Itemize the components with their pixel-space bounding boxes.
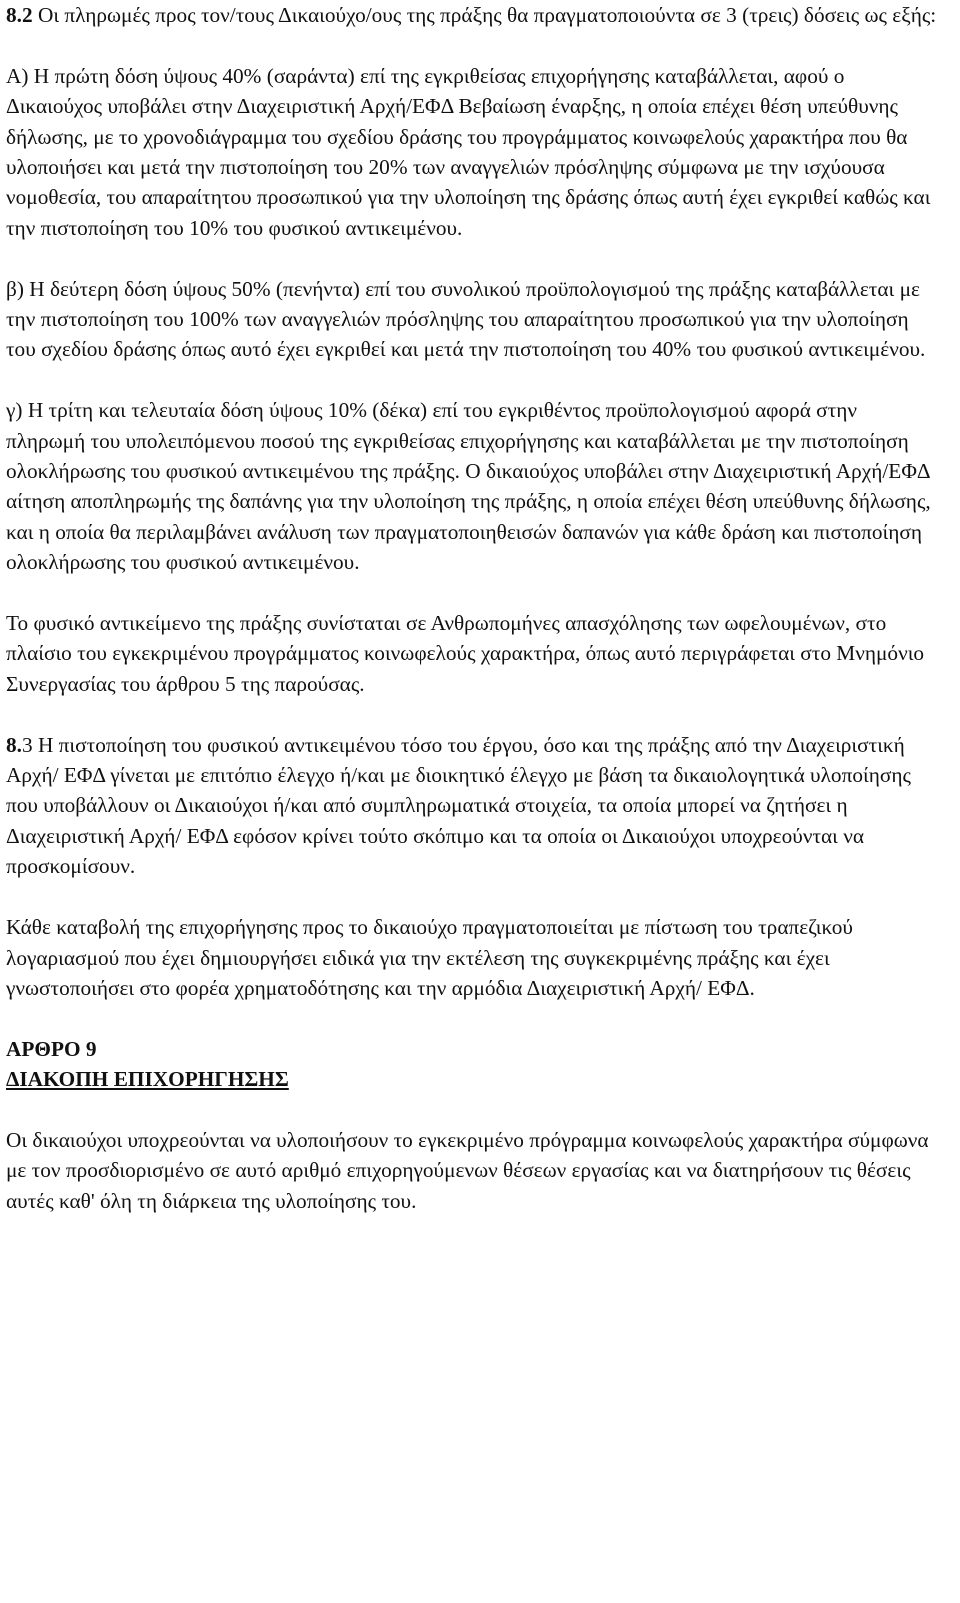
paragraph-8-3-text: Η πιστοποίηση του φυσικού αντικειμένου τόσο του έργου, όσο και της πράξης από την Διαχειριστική Αρχή/ ΕΦΔ γίνεται με επιτόπιο έλεγχο ή/και με διοικητικό έλεγχο με βάση τα δικαιολογητικά υλοποίησης που υποβάλλουν οι Δικαιούχοι ή/και από συμπληρωματικά στοιχεία, τα οποία μπορεί να ζητήσει η Διαχειριστική Αρχή/ ΕΦΔ εφόσον κρίνει τούτο σκόπιμο και τα οποία οι Δικαιούχοι υποχρεούνται να προσκομίσουν. <box>6 732 911 879</box>
paragraph-gap <box>6 882 941 912</box>
paragraph-gap <box>6 243 941 273</box>
paragraph-installment-b: β) Η δεύτερη δόση ύψους 50% (πενήντα) επί του συνολικού προϋπολογισμού της πράξης καταβάλλεται με την πιστοποίηση του 100% των αναγγελιών πρόσληψης του απαραίτητου προσωπικού για την υλοποίηση του σχεδίου δράσης όπως αυτό έχει εγκριθεί και μετά την πιστοποίηση του 40% του φυσικού αντικειμένου. <box>6 276 926 362</box>
section-number-8-2: 8.2 <box>6 3 33 27</box>
paragraph-gap <box>6 578 941 608</box>
paragraph-payment-credit: Κάθε καταβολή της επιχορήγησης προς το δικαιούχο πραγματοποιείται με πίστωση του τραπεζικού λογαριασμού που έχει δημιουργήσει ειδικά για την εκτέλεση της συγκεκριμένης πράξης και έχει γνωστοποιήσει στο φορέα χρηματοδότησης και την αρμόδια Διαχειριστική Αρχή/ ΕΦΔ. <box>6 915 853 1000</box>
section-number-8-3-plain: 3 <box>21 732 33 757</box>
paragraph-gap <box>6 1095 941 1125</box>
article-number-heading: ΑΡΘΡΟ 9 <box>6 1036 97 1061</box>
paragraph-installment-c: γ) Η τρίτη και τελευταία δόση ύψους 10% (δέκα) επί του εγκριθέντος προϋπολογισμού αφορά στην πληρωμή του υπολειπόμενου ποσού της εγκριθείσας επιχορήγησης και καταβάλλεται με την πιστοποίηση ολοκλήρωσης του φυσικού αντικειμένου της πράξης. Ο δικαιούχος υποβάλει στην Διαχειριστική Αρχή/ΕΦΔ αίτηση αποπληρωμής της δαπάνης για την υλοποίηση της πράξης, η οποία επέχει θέση υπεύθυνης δήλωσης, και η οποία θα περιλαμβάνει ανάλυση των πραγματοποιηθεισών δαπανών για κάθε δράση και πιστοποίηση ολοκλήρωσης του φυσικού αντικειμένου. <box>6 398 931 575</box>
paragraph-8-2 <box>6 0 941 30</box>
paragraph-gap <box>6 1003 941 1033</box>
paragraph-gap <box>6 365 941 395</box>
paragraph-gap <box>6 30 941 60</box>
article-title-heading: ΔΙΑΚΟΠΗ ΕΠΙΧΟΡΗΓΗΣΗΣ <box>6 1067 289 1092</box>
document-page <box>6 0 941 1216</box>
section-number-8-3-bold: 8. <box>6 732 22 757</box>
paragraph-8-3 <box>6 730 941 882</box>
paragraph-8-2-text: Οι πληρωμές προς τον/τους Δικαιούχο/ους της πράξης θα πραγματοποιούντα σε 3 (τρεις) δόσεις ως εξής: <box>32 3 937 27</box>
paragraph-gap <box>6 699 941 729</box>
paragraph-beneficiary-obligations: Οι δικαιούχοι υποχρεούνται να υλοποιήσουν το εγκεκριμένο πρόγραμμα κοινωφελούς χαρακτήρα σύμφωνα με τον προσδιορισμένο σε αυτό αριθμό επιχορηγούμενων θέσεων εργασίας και να διατηρήσουν τις θέσεις αυτές καθ' όλη τη διάρκεια της υλοποίησης του. <box>6 1127 929 1213</box>
paragraph-installment-a: Α) Η πρώτη δόση ύψους 40% (σαράντα) επί της εγκριθείσας επιχορήγησης καταβάλλεται, αφού ο Δικαιούχος υποβάλει στην Διαχειριστική Αρχή/ΕΦΔ Βεβαίωση έναρξης, η οποία επέχει θέση υπεύθυνης δήλωσης, με το χρονοδιάγραμμα του σχεδίου δράσης του προγράμματος κοινωφελούς χαρακτήρα που θα υλοποιήσει και μετά την πιστοποίηση του 20% των αναγγελιών πρόσληψης σύμφωνα με την ισχύουσα νομοθεσία, του απαραίτητου προσωπικού για την υλοποίηση της δράσης όπως αυτή έχει εγκριθεί καθώς και την πιστοποίηση του 10% του φυσικού αντικειμένου. <box>6 63 931 240</box>
paragraph-physical-object: Το φυσικό αντικείμενο της πράξης συνίσταται σε Ανθρωπομήνες απασχόλησης των ωφελουμένων, στο πλαίσιο του εγκεκριμένου προγράμματος κοινωφελούς χαρακτήρα, όπως αυτό περιγράφεται στο Μνημόνιο Συνεργασίας του άρθρου 5 της παρούσας. <box>6 611 925 696</box>
